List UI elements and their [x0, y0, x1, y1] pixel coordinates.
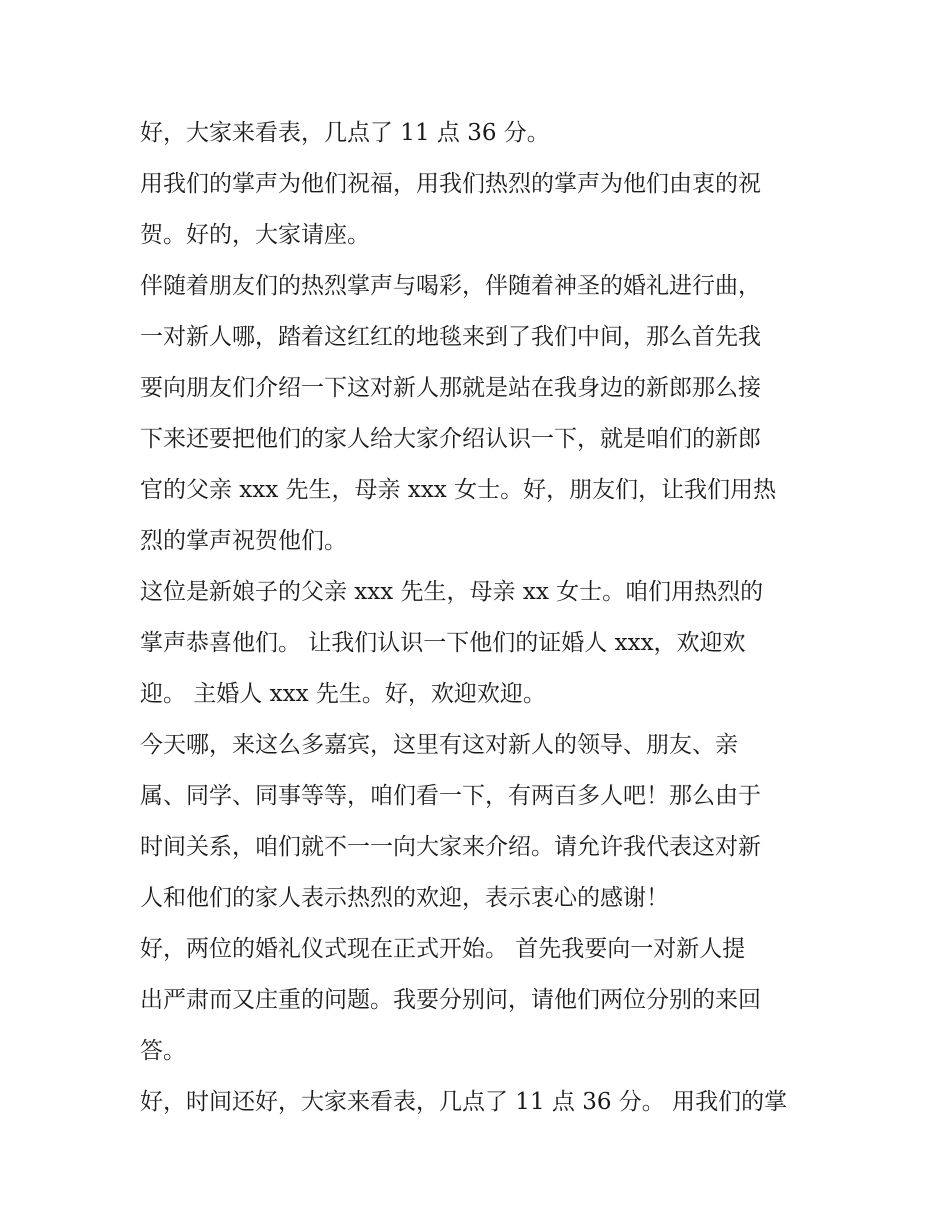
text-line: 贺。好的，大家请座。	[140, 222, 370, 248]
paragraph	[140, 261, 816, 567]
paragraph	[140, 720, 816, 924]
text-line: 一对新人哪，踏着这红红的地毯来到了我们中间，那么首先我	[140, 324, 761, 350]
text-line: 烈的掌声祝贺他们。	[140, 528, 347, 554]
text-line: 伴随着朋友们的热烈掌声与喝彩，伴随着神圣的婚礼进行曲，	[140, 273, 761, 299]
text-line: 下来还要把他们的家人给大家介绍认识一下，就是咱们的新郎	[140, 426, 761, 452]
text-line: 用我们的掌声为他们祝福，用我们热烈的掌声为他们由衷的祝	[140, 171, 761, 197]
paragraph	[140, 924, 816, 1077]
paragraph	[140, 108, 816, 159]
text-line: 迎。 主婚人 xxx 先生。好，欢迎欢迎。	[140, 681, 546, 707]
text-line: 答。	[140, 1038, 186, 1064]
text-line: 好，时间还好，大家来看表，几点了 11 点 36 分。 用我们的掌	[140, 1089, 788, 1115]
text-line: 这位是新娘子的父亲 xxx 先生，母亲 xx 女士。咱们用热烈的	[140, 579, 764, 605]
paragraph	[140, 159, 816, 261]
text-line: 好，两位的婚礼仪式现在正式开始。 首先我要向一对新人提	[140, 936, 746, 962]
text-line: 官的父亲 xxx 先生，母亲 xxx 女士。好，朋友们，让我们用热	[140, 477, 777, 503]
paragraph	[140, 567, 816, 720]
document-body	[140, 108, 816, 1128]
paragraph	[140, 1077, 816, 1128]
text-line: 时间关系，咱们就不一一向大家来介绍。请允许我代表这对新	[140, 834, 761, 860]
text-line: 要向朋友们介绍一下这对新人那就是站在我身边的新郎那么接	[140, 375, 761, 401]
text-line: 今天哪，来这么多嘉宾，这里有这对新人的领导、朋友、亲	[140, 732, 738, 758]
text-line: 好，大家来看表，几点了 11 点 36 分。	[140, 120, 550, 146]
text-line: 人和他们的家人表示热烈的欢迎，表示衷心的感谢！	[140, 885, 669, 911]
text-line: 掌声恭喜他们。 让我们认识一下他们的证婚人 xxx，欢迎欢	[140, 630, 746, 656]
text-line: 属、同学、同事等等，咱们看一下，有两百多人吧！那么由于	[140, 783, 761, 809]
text-line: 出严肃而又庄重的问题。我要分别问，请他们两位分别的来回	[140, 987, 761, 1013]
